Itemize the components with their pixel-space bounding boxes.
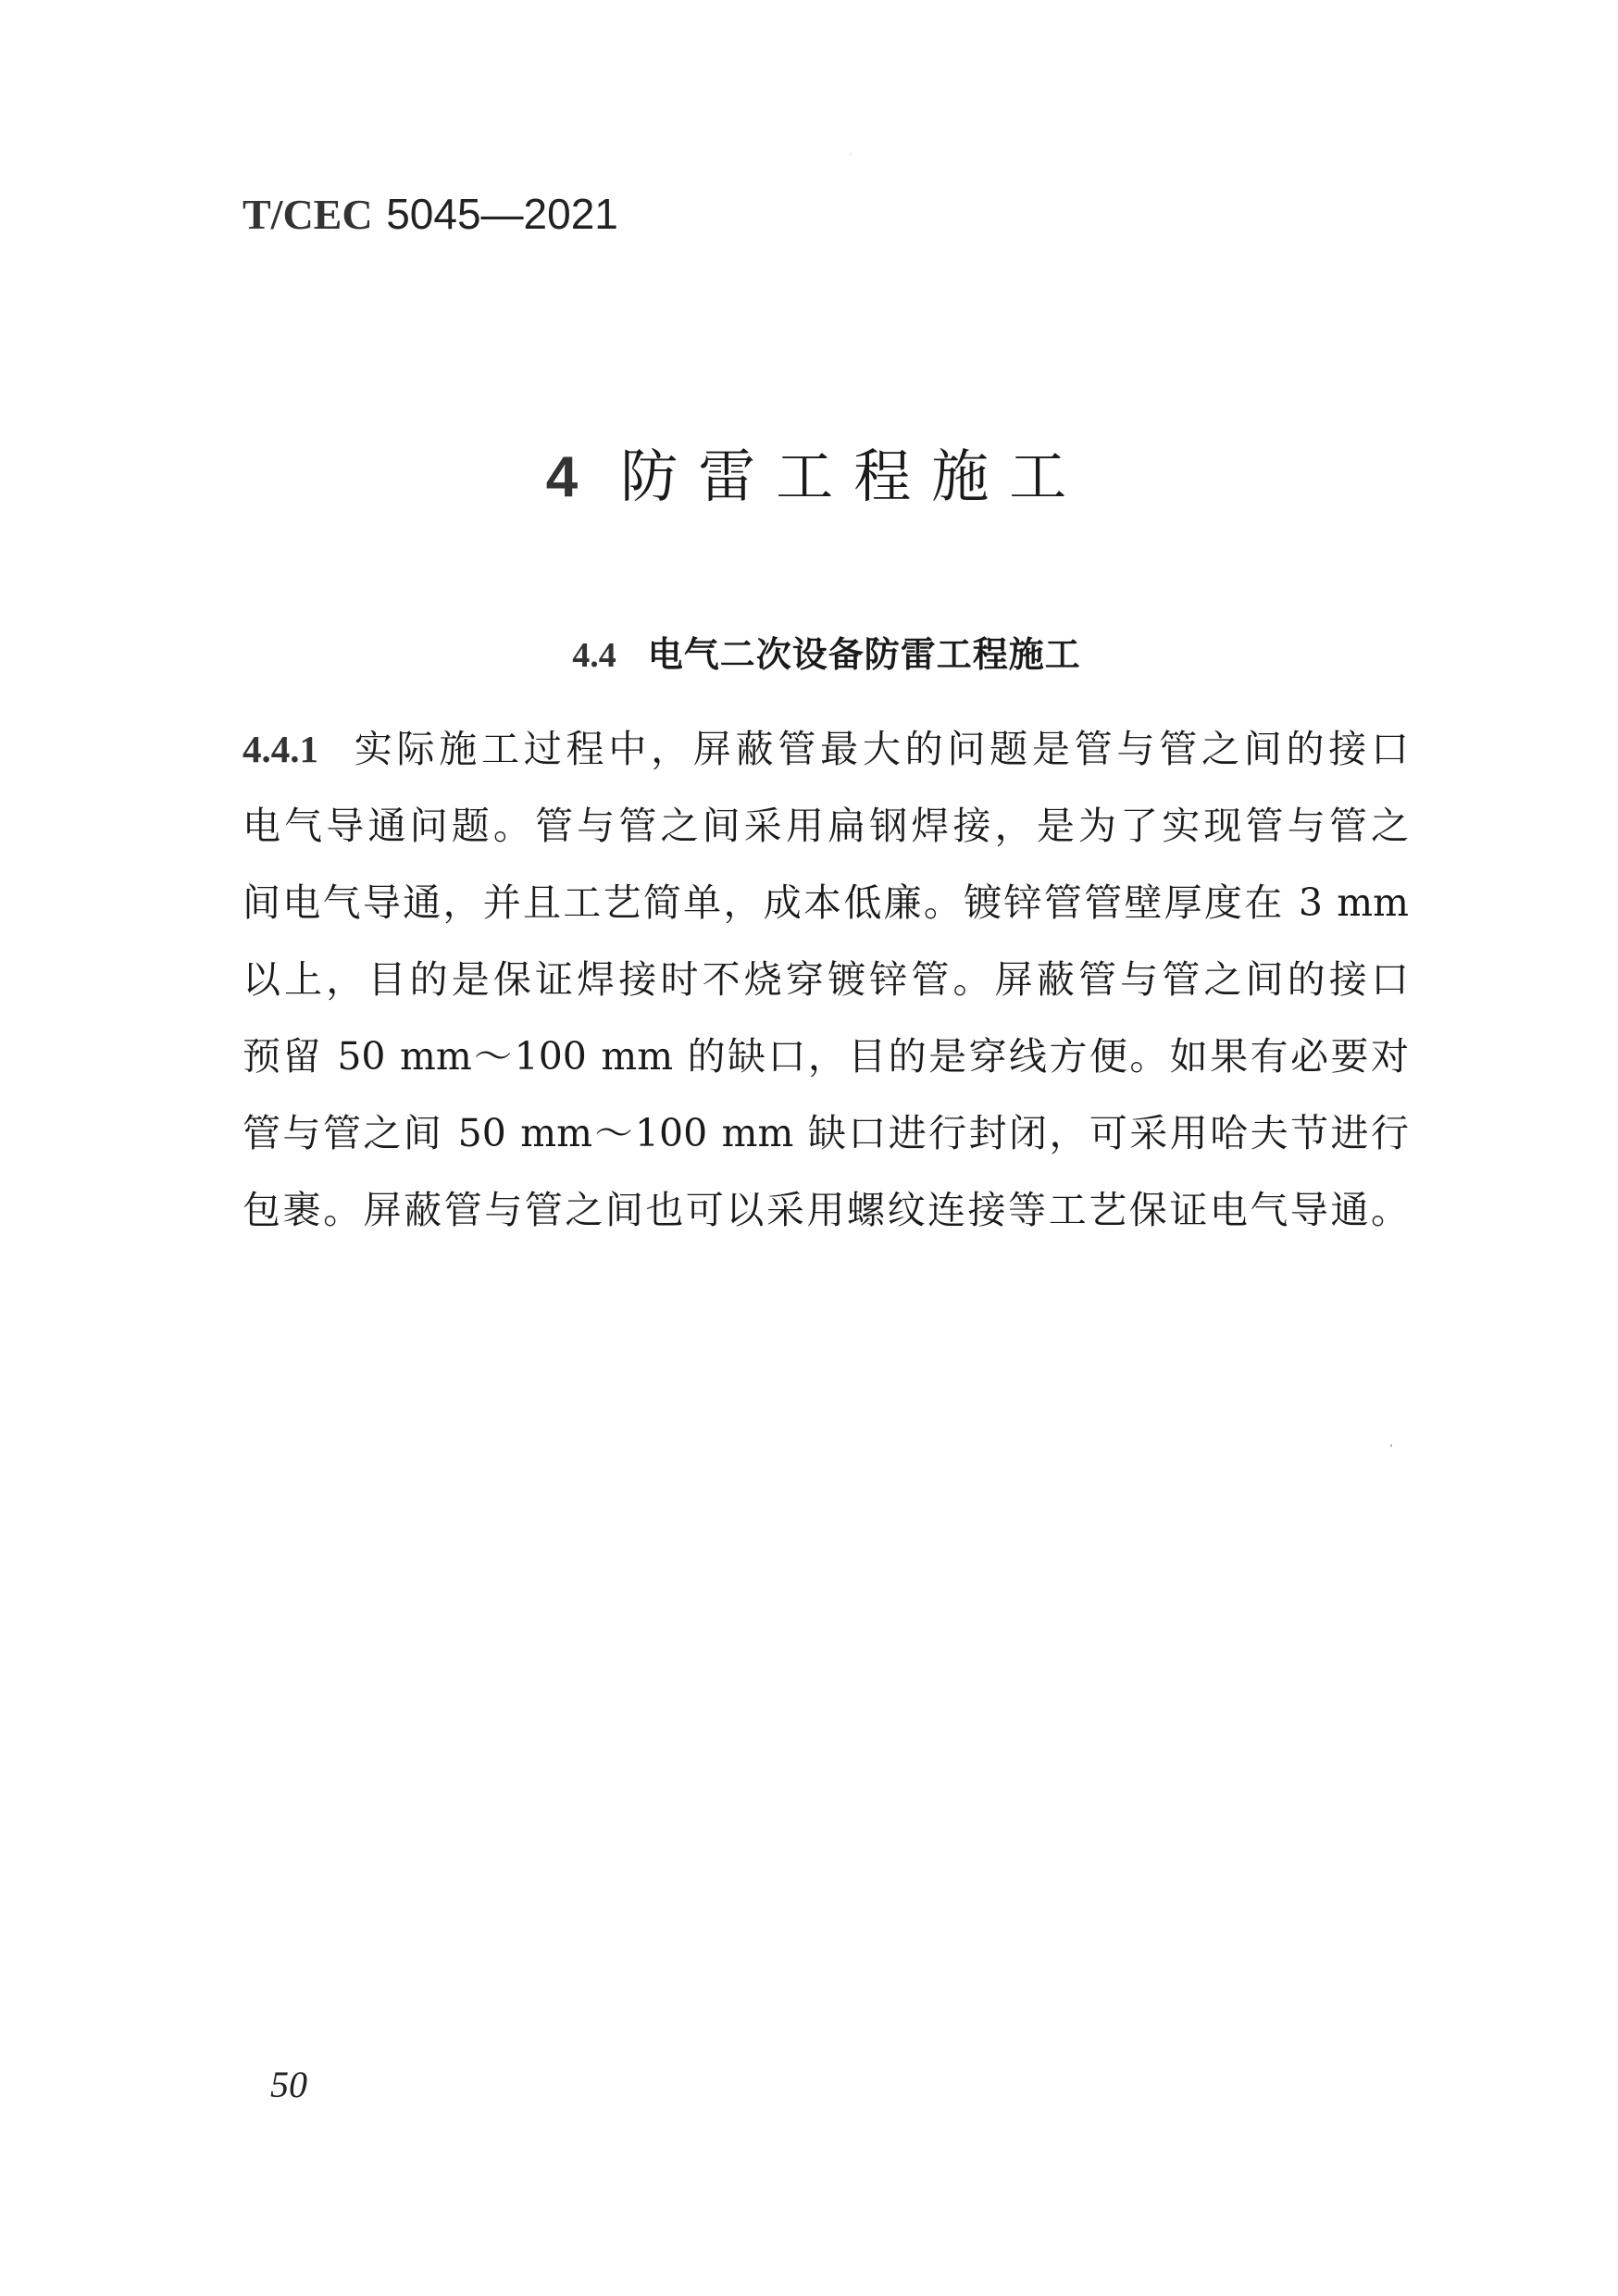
clause-line: 电气导通问题。管与管之间采用扁钢焊接，是为了实现管与管之: [243, 804, 1409, 848]
chapter-number: 4: [545, 445, 579, 509]
section-title-text: 电气二次设备防雷工程施工: [647, 634, 1081, 675]
scan-speck: [850, 153, 852, 156]
clause-line: 以上，目的是保证焊接时不烧穿镀锌管。屏蔽管与管之间的接口: [243, 957, 1409, 1002]
standard-code-header: [243, 189, 618, 239]
scan-speck: [1390, 1444, 1392, 1447]
clause-line-text: 实际施工过程中，屏蔽管最大的问题是管与管之间的接口: [350, 727, 1409, 771]
section-number: 4.4: [572, 636, 616, 675]
clause-line: 管与管之间 50 mm～100 mm 缺口进行封闭，可采用哈夫节进行: [243, 1111, 1409, 1155]
section-title: [0, 626, 1618, 677]
clause-number: 4.4.1: [243, 728, 318, 770]
page-number: 50: [270, 2064, 307, 2105]
standard-number: 5045—2021: [386, 190, 618, 238]
chapter-title: [0, 430, 1618, 513]
clause-line: 包裹。屏蔽管与管之间也可以采用螺纹连接等工艺保证电气导通。: [243, 1188, 1409, 1232]
standard-prefix: T/CEC: [243, 191, 373, 238]
clause-line: 间电气导通，并且工艺简单，成本低廉。镀锌管管壁厚度在 3 mm: [243, 880, 1409, 925]
clause-paragraph: [243, 711, 1409, 1249]
clause-line: [243, 711, 1409, 788]
chapter-title-text: 防雷工程施工: [620, 443, 1088, 510]
clause-line: 预留 50 mm～100 mm 的缺口，目的是穿线方便。如果有必要对: [243, 1034, 1409, 1079]
